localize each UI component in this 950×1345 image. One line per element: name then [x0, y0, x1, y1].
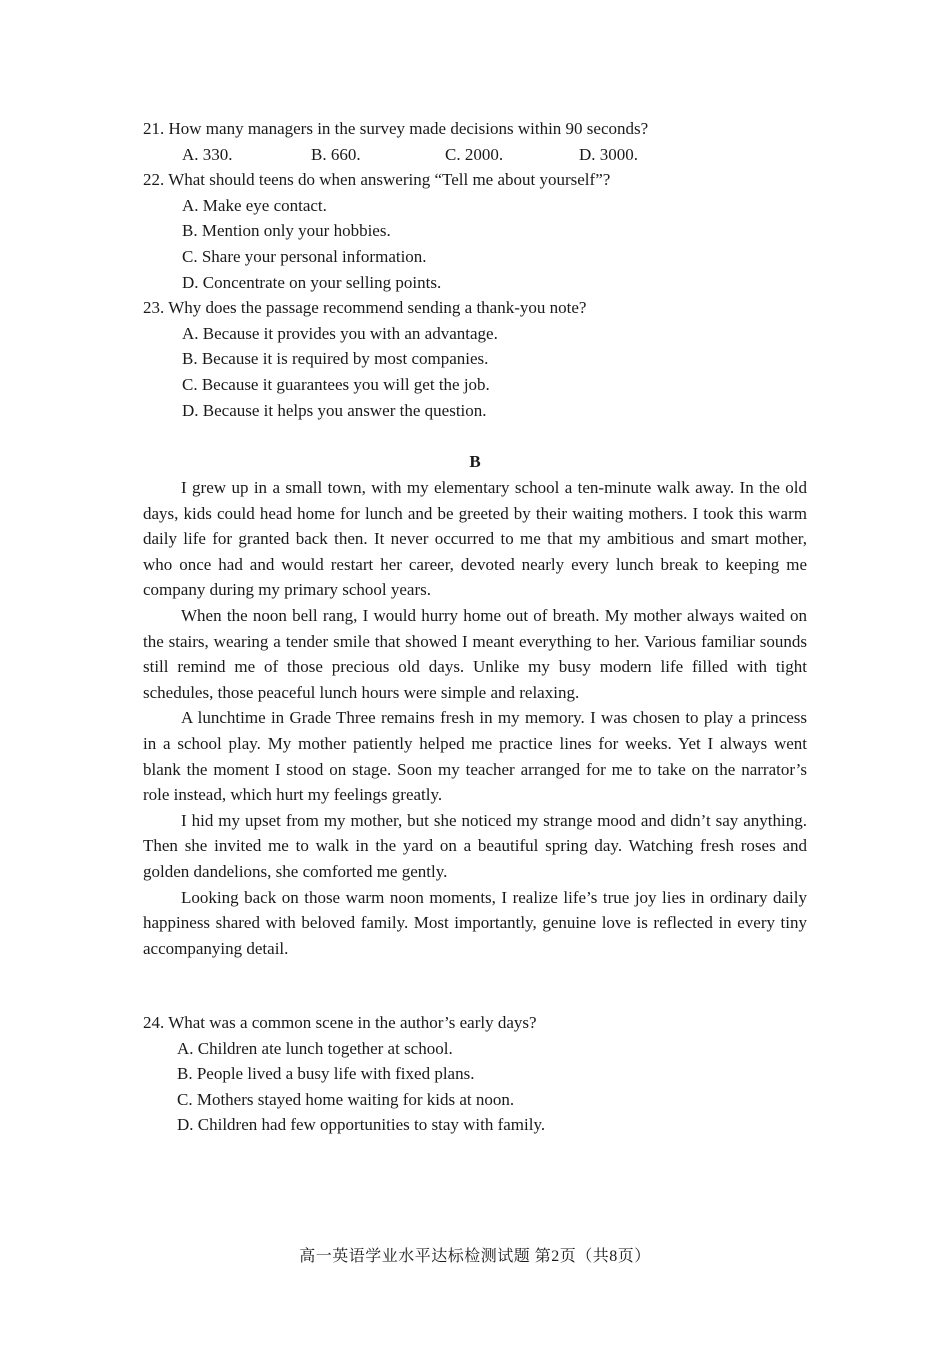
question-21-option-b: B. 660. [311, 144, 361, 164]
question-23-option-d: D. Because it helps you answer the question. [182, 400, 487, 420]
passage-paragraph-5: Looking back on those warm noon moments, I realize life’s true joy lies in ordinary daily happiness shared with beloved family. Most importantly, genuine love is reflected in every tiny accompanying detail. [143, 887, 807, 958]
reading-passage [143, 475, 807, 961]
question-24 [143, 1010, 813, 1138]
passage-paragraph-3: A lunchtime in Grade Three remains fresh in my memory. I was chosen to play a princess in a school play. My mother patiently helped me practice lines for weeks. Yet I always went blank the moment I stood on stage. Soon my teacher arranged for me to take on the narrator’s role instead, which hurt my feelings greatly. [143, 708, 807, 805]
question-24-stem: 24. What was a common scene in the author’s early days? [143, 1013, 537, 1032]
question-21-option-d: D. 3000. [579, 144, 639, 164]
passage-paragraph-4: I hid my upset from my mother, but she noticed my strange mood and didn’t say anything. Then she invited me to walk in the yard on a beautiful spring day. Watching fresh roses and golden dandelions, she comforted me gently. [143, 810, 807, 881]
question-24-option-d: D. Children had few opportunities to stay with family. [177, 1115, 546, 1135]
question-21-option-a: A. 330. [182, 144, 233, 164]
passage-paragraph-2: When the noon bell rang, I would hurry home out of breath. My mother always waited on the stairs, wearing a tender smile that showed I meant everything to her. Various familiar sounds still remind me of those precious old days. Unlike my busy modern life filled with tight schedules, those peaceful lunch hours were simple and relaxing. [143, 605, 807, 702]
question-23-option-b: B. Because it is required by most companies. [182, 349, 489, 369]
question-23-stem: 23. Why does the passage recommend sending a thank-you note? [143, 298, 587, 318]
question-24-option-c: C. Mothers stayed home waiting for kids at noon. [177, 1089, 515, 1109]
question-22-option-d: D. Concentrate on your selling points. [182, 272, 442, 292]
page-footer: 高一英语学业水平达标检测试题 第2页（共8页） [299, 1248, 651, 1265]
question-22-option-a: A. Make eye contact. [182, 195, 327, 215]
question-22-option-c: C. Share your personal information. [182, 246, 427, 266]
section-title: B [469, 452, 481, 471]
question-24-option-a: A. Children ate lunch together at school. [177, 1038, 453, 1058]
passage-paragraph-1: I grew up in a small town, with my elementary school a ten-minute walk away. In the old days, kids could head home for lunch and be greeted by their waiting mothers. I took this warm daily life for granted back then. It never occurred to me that my ambitious and smart mother, who once had and would restart her career, devoted nearly every lunch break to keeping me company during my primary school years. [143, 478, 807, 600]
question-22-stem: 22. What should teens do when answering “Tell me about yourself”? [143, 170, 611, 190]
question-23-option-c: C. Because it guarantees you will get the job. [182, 374, 490, 394]
question-22-option-b: B. Mention only your hobbies. [182, 221, 391, 241]
questions-21-23 [143, 116, 813, 423]
question-21-option-c: C. 2000. [445, 144, 504, 164]
question-23-option-a: A. Because it provides you with an advantage. [182, 323, 498, 343]
question-21-stem: 21. How many managers in the survey made decisions within 90 seconds? [143, 119, 649, 138]
question-24-option-b: B. People lived a busy life with fixed plans. [177, 1064, 475, 1084]
question-21-options [182, 142, 813, 168]
